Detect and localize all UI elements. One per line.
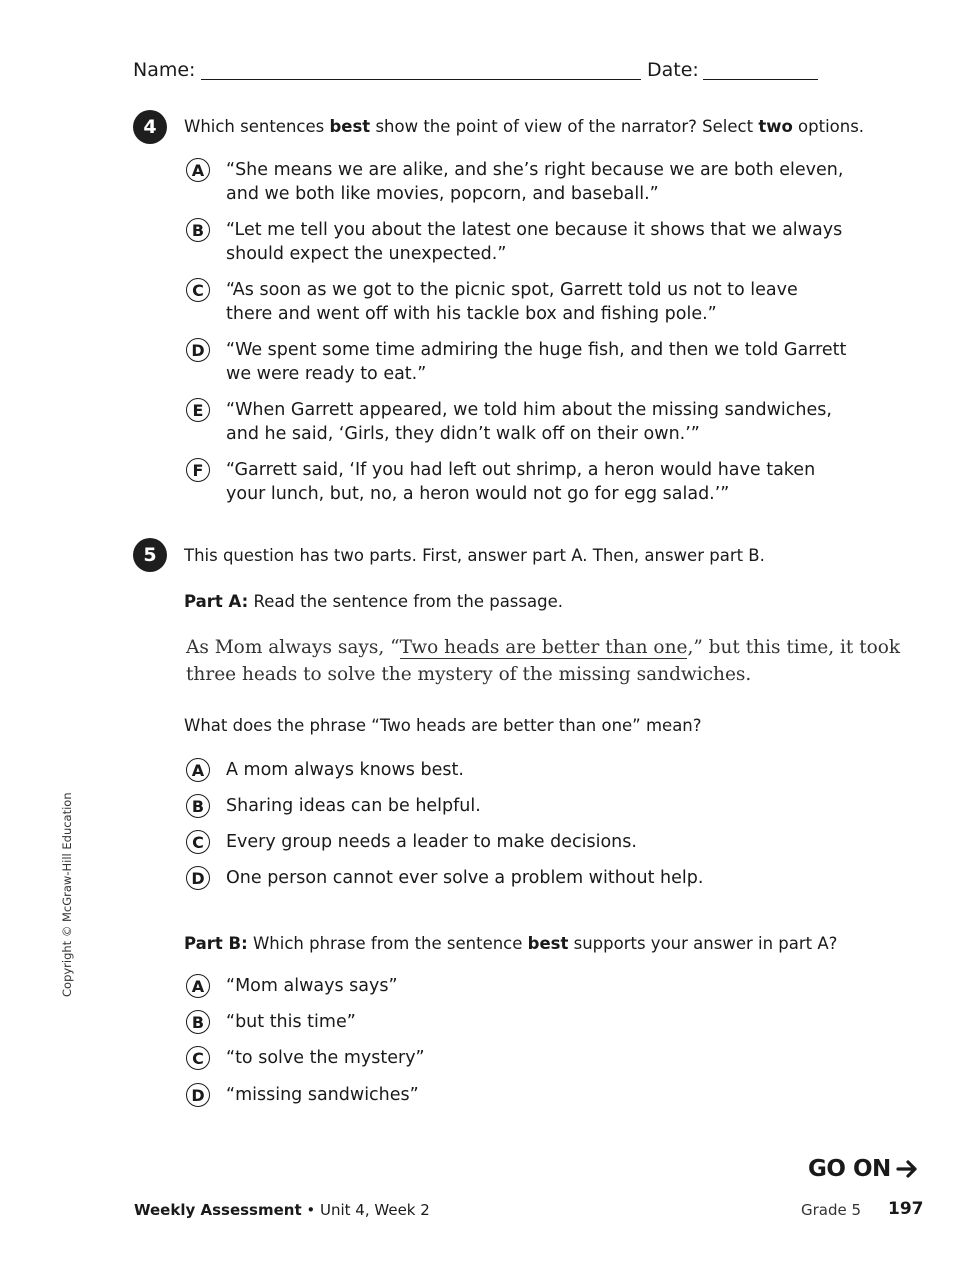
option-text: “Mom always says” (226, 976, 398, 996)
option-letter-c[interactable]: C (186, 830, 210, 854)
date-field[interactable] (703, 79, 818, 80)
date-label: Date: (647, 59, 699, 81)
option-text: “As soon as we got to the picnic spot, Garrett told us not to leave there and went off with his tackle box and fishing pole.” (226, 280, 798, 324)
underlined-phrase: Two heads are better than one (399, 637, 688, 658)
option-letter-b[interactable]: B (186, 218, 210, 242)
option-text: “missing sandwiches” (226, 1085, 419, 1105)
option-letter-d[interactable]: D (186, 338, 210, 362)
option-text: “When Garrett appeared, we told him about the missing sandwiches, and he said, ‘Girls, they didn’t walk off on their own.’” (226, 400, 832, 444)
option-text: A mom always knows best. (226, 760, 464, 780)
option-letter-a[interactable]: A (186, 974, 210, 998)
question-4-number: 4 (133, 110, 167, 144)
footer-grade: Grade 5 (801, 1201, 862, 1219)
part-a-question: What does the phrase “Two heads are better than one” mean? (184, 716, 702, 735)
option-text: Sharing ideas can be helpful. (226, 796, 481, 816)
option-letter-b[interactable]: B (186, 1010, 210, 1034)
part-a-instruction: Part A: Read the sentence from the passage. (184, 592, 563, 611)
option-text: “but this time” (226, 1012, 356, 1032)
option-letter-a[interactable]: A (186, 758, 210, 782)
name-label: Name: (133, 59, 196, 81)
option-text: One person cannot ever solve a problem without help. (226, 868, 704, 888)
question-5-intro: This question has two parts. First, answer part A. Then, answer part B. (184, 546, 765, 565)
question-4-prompt: Which sentences best show the point of view of the narrator? Select two options. (184, 117, 865, 136)
page-number: 197 (888, 1199, 924, 1219)
option-letter-e[interactable]: E (186, 398, 210, 422)
option-text: “She means we are alike, and she’s right because we are both eleven, and we both like movies, popcorn, and baseball.” (226, 160, 844, 204)
name-field[interactable] (201, 79, 641, 80)
copyright-notice: Copyright © McGraw-Hill Education (60, 792, 74, 997)
option-letter-f[interactable]: F (186, 458, 210, 482)
go-on-indicator (808, 1156, 920, 1182)
option-text: Every group needs a leader to make decisions. (226, 832, 637, 852)
option-letter-c[interactable]: C (186, 1046, 210, 1070)
option-letter-d[interactable]: D (186, 866, 210, 890)
option-text: “We spent some time admiring the huge fish, and then we told Garrett we were ready to eat.” (226, 340, 847, 384)
footer-assessment: Weekly Assessment • Unit 4, Week 2 (134, 1201, 430, 1219)
option-letter-a[interactable]: A (186, 158, 210, 182)
arrow-right-icon (896, 1158, 920, 1180)
option-text: “Garrett said, ‘If you had left out shrimp, a heron would have taken your lunch, but, no, a heron would not go for egg salad.’” (226, 460, 816, 504)
go-on-label: GO ON (808, 1156, 891, 1182)
option-text: “to solve the mystery” (226, 1048, 425, 1068)
option-letter-d[interactable]: D (186, 1083, 210, 1107)
option-letter-b[interactable]: B (186, 794, 210, 818)
passage-excerpt: As Mom always says, “Two heads are better than one,” but this time, it took three heads to solve the mystery of the missing sandwiches. (186, 637, 901, 685)
question-5-number: 5 (133, 538, 167, 572)
option-letter-c[interactable]: C (186, 278, 210, 302)
part-b-question: Part B: Which phrase from the sentence best supports your answer in part A? (184, 934, 838, 953)
option-text: “Let me tell you about the latest one because it shows that we always should expect the unexpected.” (226, 220, 843, 264)
